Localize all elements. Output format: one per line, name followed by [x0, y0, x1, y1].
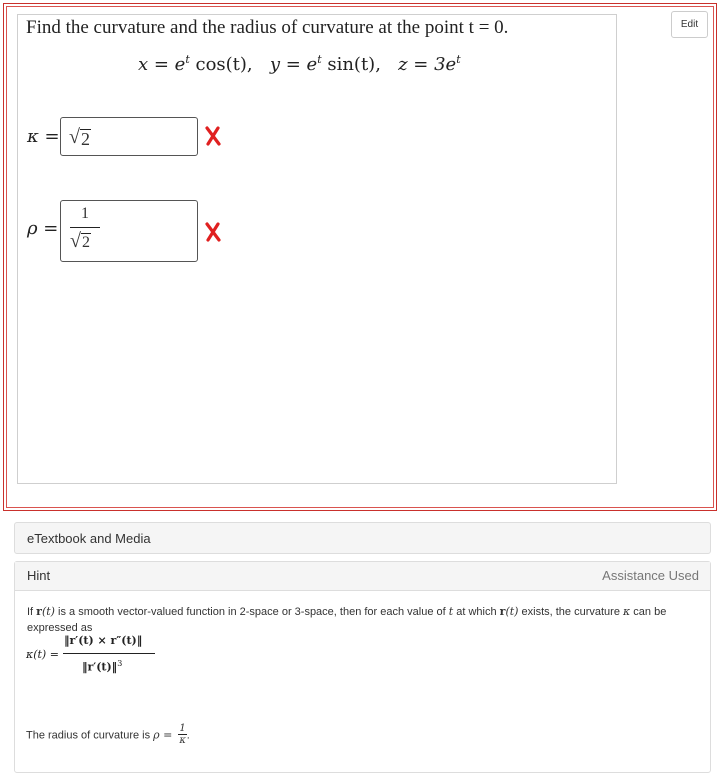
- question-prompt: Find the curvature and the radius of curvature at the point t = 0.: [26, 17, 509, 38]
- assistance-used-label: Assistance Used: [602, 568, 699, 583]
- hint-header[interactable]: [15, 562, 710, 591]
- rho-denominator: √ 2: [70, 230, 90, 252]
- rho-answer-input[interactable]: [60, 200, 198, 262]
- radius-denominator: κ: [179, 735, 186, 746]
- hint-text: If r(t) is a smooth vector-valued function in 2-space or 3-space, then for each value of t at which r(t) exists, the curvature κ can be expressed as: [27, 605, 667, 634]
- etextbook-section[interactable]: [14, 522, 711, 554]
- kappa-label: κ =: [27, 126, 60, 147]
- radius-fraction: [178, 723, 186, 746]
- formula-lhs: κ(t) =: [26, 648, 59, 661]
- formula-numerator: ‖r′(t) × r″(t)‖: [64, 634, 143, 647]
- kappa-answer-input[interactable]: [60, 117, 198, 156]
- etextbook-title[interactable]: eTextbook and Media: [27, 531, 151, 546]
- equation-z: $z = 3e^t$: [398, 53, 461, 75]
- equation-x: $x = e^t$ cos(t),: [138, 53, 253, 75]
- edit-button[interactable]: Edit: [671, 11, 708, 38]
- kappa-incorrect-icon: [203, 125, 223, 147]
- equation-y: $y = e^t$ sin(t),: [269, 53, 381, 75]
- formula-denominator: ‖r′(t)‖$^3$: [82, 659, 123, 674]
- hint-title[interactable]: Hint: [27, 568, 51, 583]
- rho-label: ρ =: [27, 218, 59, 239]
- rho-incorrect-icon: [203, 221, 223, 243]
- rho-numerator: 1: [81, 205, 89, 222]
- formula-fraction-bar: [63, 653, 155, 654]
- radius-numerator: 1: [179, 723, 186, 734]
- rho-fraction-bar: [70, 227, 100, 228]
- kappa-sqrt: √ 2: [69, 126, 90, 149]
- radius-text: The radius of curvature is ρ = $\frac{1}{\kappa}$ .: [26, 723, 190, 746]
- parametric-equations: [138, 53, 461, 75]
